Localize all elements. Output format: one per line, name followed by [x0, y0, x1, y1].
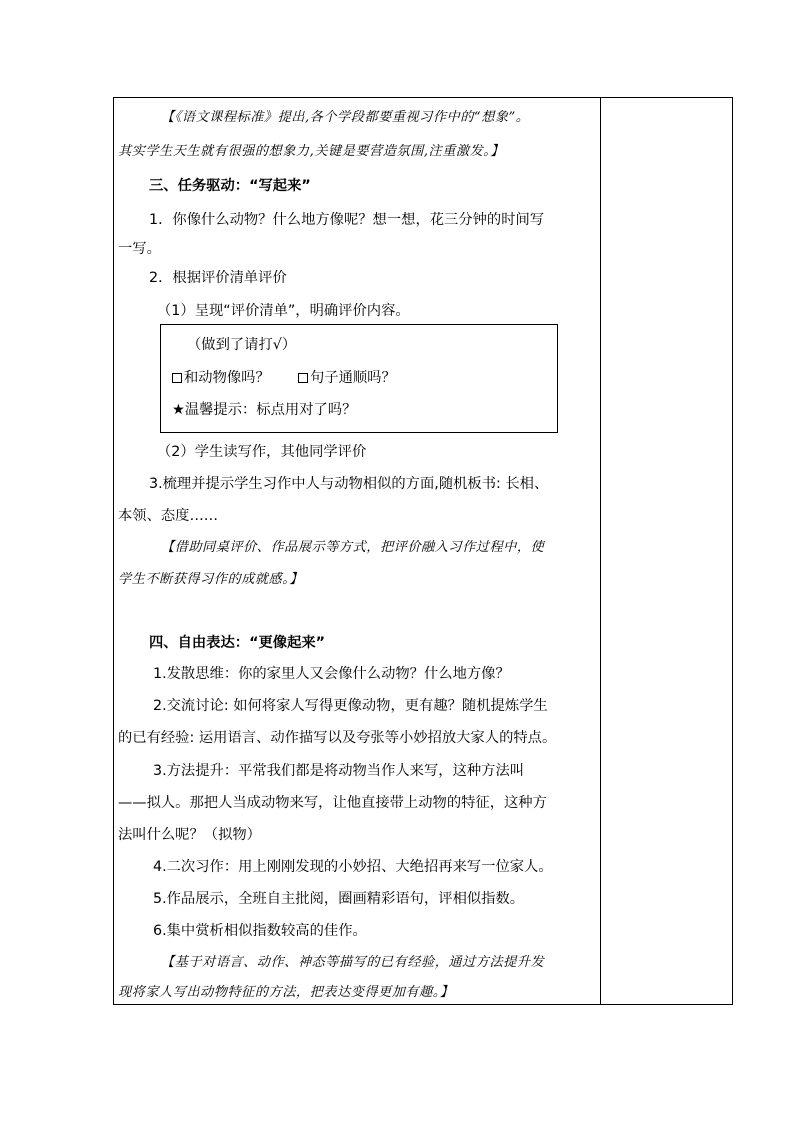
step-3-line-3: 法叫什么呢？（拟物）: [118, 827, 261, 843]
check-mark-icon: √: [272, 337, 282, 353]
task-1-line-2: 一写。: [118, 241, 161, 257]
step-6-line: 6.集中赏析相似指数较高的佳作。: [153, 923, 367, 939]
design-note-1-line-1: 【《语文课程标准》提出,各个学段都要重视习作中的“想象”。: [161, 110, 530, 125]
task-3-line-2: 本领、态度……: [118, 508, 219, 524]
lesson-plan-table: [113, 97, 733, 1005]
task-2-sub-2: （2）学生读写作，其他同学评价: [157, 444, 367, 460]
content-cell: [114, 98, 600, 1004]
checklist-item-2: 句子通顺吗？: [298, 368, 396, 388]
task-1-line-1: 1．你像什么动物？什么地方像呢？想一想，花三分钟的时间写: [149, 212, 545, 228]
section-4-heading: 四、自由表达：“更像起来”: [149, 635, 326, 651]
task-2-sub-1: （1）呈现“评价清单”，明确评价内容。: [157, 303, 410, 319]
checkbox-icon: [172, 373, 182, 383]
task-3-line-1: 3.梳理并提示学生习作中人与动物相似的方面,随机板书: 长相、: [149, 476, 549, 492]
checklist-item-1: 和动物像吗？: [172, 368, 270, 388]
step-3-line-1: 3.方法提升：平常我们都是将动物当作人来写，这种方法叫: [153, 763, 525, 779]
step-2-line-2: 的已有经验: 运用语言、动作描写以及夸张等小妙招放大家人的特点。: [118, 730, 557, 746]
design-note-2-line-1: 【借助同桌评价、作品展示等方式，把评价融入习作过程中，使: [161, 540, 545, 555]
step-1-line: 1.发散思维：你的家里人又会像什么动物？什么地方像？: [153, 666, 510, 682]
section-3-heading: 三、任务驱动：“写起来”: [149, 178, 311, 194]
step-5-line: 5.作品展示，全班自主批阅，圈画精彩语句，评相似指数。: [153, 891, 525, 907]
step-3-line-2: ——拟人。那把人当成动物来写，让他直接带上动物的特征，这种方: [118, 795, 547, 811]
step-4-line: 4.二次习作：用上刚刚发现的小妙招、大绝招再来写一位家人。: [153, 859, 553, 875]
design-note-3-line-2: 现将家人写出动物特征的方法，把表达变得更加有趣。】: [118, 985, 454, 1000]
design-note-1-line-2: 其实学生天生就有很强的想象力,关键是要营造氛围,注重激发。】: [118, 144, 505, 159]
step-2-line-1: 2.交流讨论: 如何将家人写得更像动物，更有趣？随机提炼学生: [153, 698, 548, 714]
task-2-line: 2．根据评价清单评价: [149, 270, 287, 286]
checklist-title: （做到了请打√）: [187, 337, 297, 353]
checkbox-icon: [298, 373, 308, 383]
checklist-tip: ★温馨提示：标点用对了吗？: [172, 402, 357, 418]
design-note-3-line-1: 【基于对语言、动作、神态等描写的已有经验，通过方法提升发: [161, 955, 545, 970]
notes-cell: [601, 98, 732, 1004]
evaluation-checklist-box: [160, 324, 558, 433]
design-note-2-line-2: 学生不断获得习作的成就感。】: [118, 572, 304, 587]
